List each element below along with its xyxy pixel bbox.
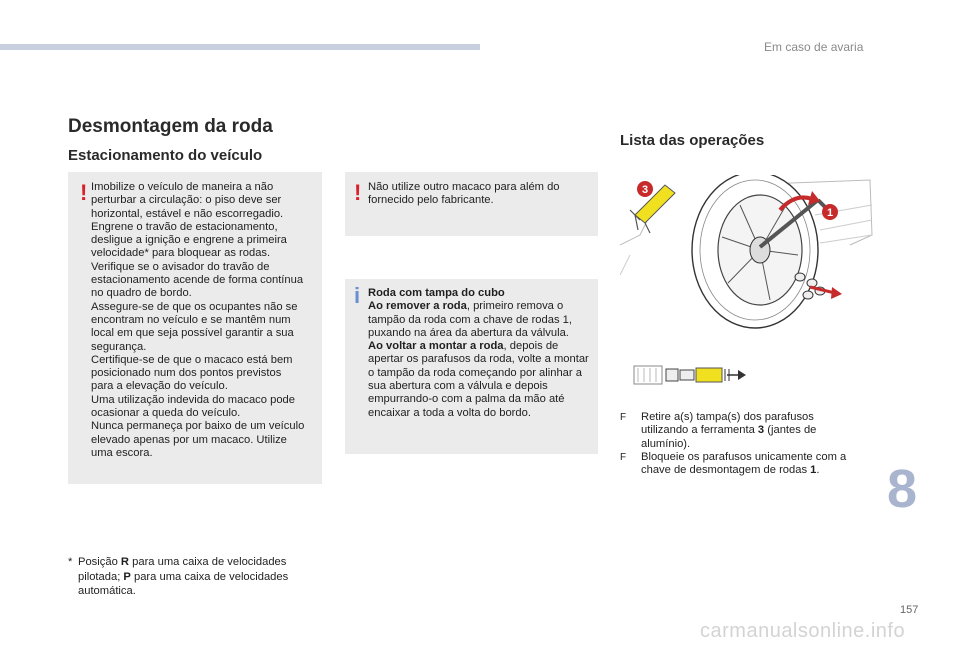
page-title: Desmontagem da roda	[68, 116, 273, 137]
footnote-suffix: para uma caixa de velocidades automática.	[78, 570, 289, 597]
op-ref: 1	[810, 464, 817, 477]
operations-list	[620, 411, 860, 477]
warning-icon: !	[354, 180, 362, 205]
footnote-p: P	[123, 570, 131, 583]
warning-box-jack	[345, 172, 598, 236]
footnote-r: R	[120, 556, 130, 568]
warning-icon: !	[80, 180, 88, 205]
footnote-prefix: Posição	[78, 556, 121, 568]
op-text: Bloqueie os parafusos unicamente com a chave de desmontagem de rodas	[641, 450, 847, 477]
op-text: Retire a(s) tampa(s) dos parafusos utilizando a ferramenta	[641, 411, 814, 437]
bolt-cap-tool-illustration	[632, 360, 747, 390]
bullet-icon: F	[620, 451, 627, 463]
refit-label: Ao voltar a montar a roda	[368, 340, 504, 353]
page-number: 157	[900, 604, 919, 616]
info-text	[368, 287, 593, 420]
bullet-icon: F	[620, 412, 627, 423]
operations-title: Lista das operações	[620, 132, 765, 149]
op-text-end: (jantes de alumínio).	[641, 424, 817, 450]
info-icon: i	[354, 283, 361, 308]
watermark: carmanualsonline.info	[700, 620, 906, 642]
list-item	[620, 451, 860, 478]
info-heading: Roda com tampa do cubo	[368, 287, 505, 299]
warning-text: Não utilize outro macaco para além do fornecido pelo fabricante.	[368, 181, 560, 207]
op-text-end: .	[816, 464, 820, 477]
callout-1: 1	[826, 207, 834, 219]
wheel-removal-illustration	[620, 175, 875, 335]
remove-text: , primeiro remova o tampão da roda com a chave de rodas 1, puxando na área da abertura da válvula.	[368, 300, 572, 339]
footnote-middle: para uma caixa de velocidades pilotada;	[78, 556, 287, 583]
info-box-hub-cap	[345, 279, 598, 454]
section-subtitle: Estacionamento do veículo	[68, 147, 263, 164]
remove-label: Ao remover a roda	[368, 300, 467, 313]
refit-text: , depois de apertar os parafusos da roda, volte a montar o tampão da roda começando por alinhar a sua abertura com a válvula e depois empurrando-o com a palma da mão até encaixar a toda a volta do bordo.	[368, 340, 589, 419]
list-item	[620, 411, 860, 451]
header-bar	[0, 44, 480, 50]
chapter-number: 8	[887, 459, 918, 519]
warning-box-parking	[68, 172, 322, 484]
op-ref: 3	[757, 424, 765, 437]
callout-3: 3	[641, 184, 649, 196]
footnote	[68, 555, 318, 599]
footnote-marker: *	[68, 556, 73, 568]
section-label: Em caso de avaria	[764, 40, 864, 54]
warning-text: Imobilize o veículo de maneira a não perturbar a circulação: o piso deve ser horizontal, estável e não escorregadio. Engrene o travão de estacionamento, desligue a ignição e engrene a primeira velocidade* para bloquear as rodas. Verifique se o avisador do travão de estacionamento acende de forma contínua no quadro de bordo. Assegure-se de que os ocupantes não se encontram no veículo e se mantêm num local em que seja possível garantir a sua segurança. Certifique-se de que o macaco está bem posicionado num dos pontos previstos para a elevação do veículo. Uma utilização indevida do macaco pode ocasionar a queda do veículo. Nunca permaneça por baixo de um veículo elevado apenas por um macaco. Utilize uma escora.	[91, 181, 305, 459]
